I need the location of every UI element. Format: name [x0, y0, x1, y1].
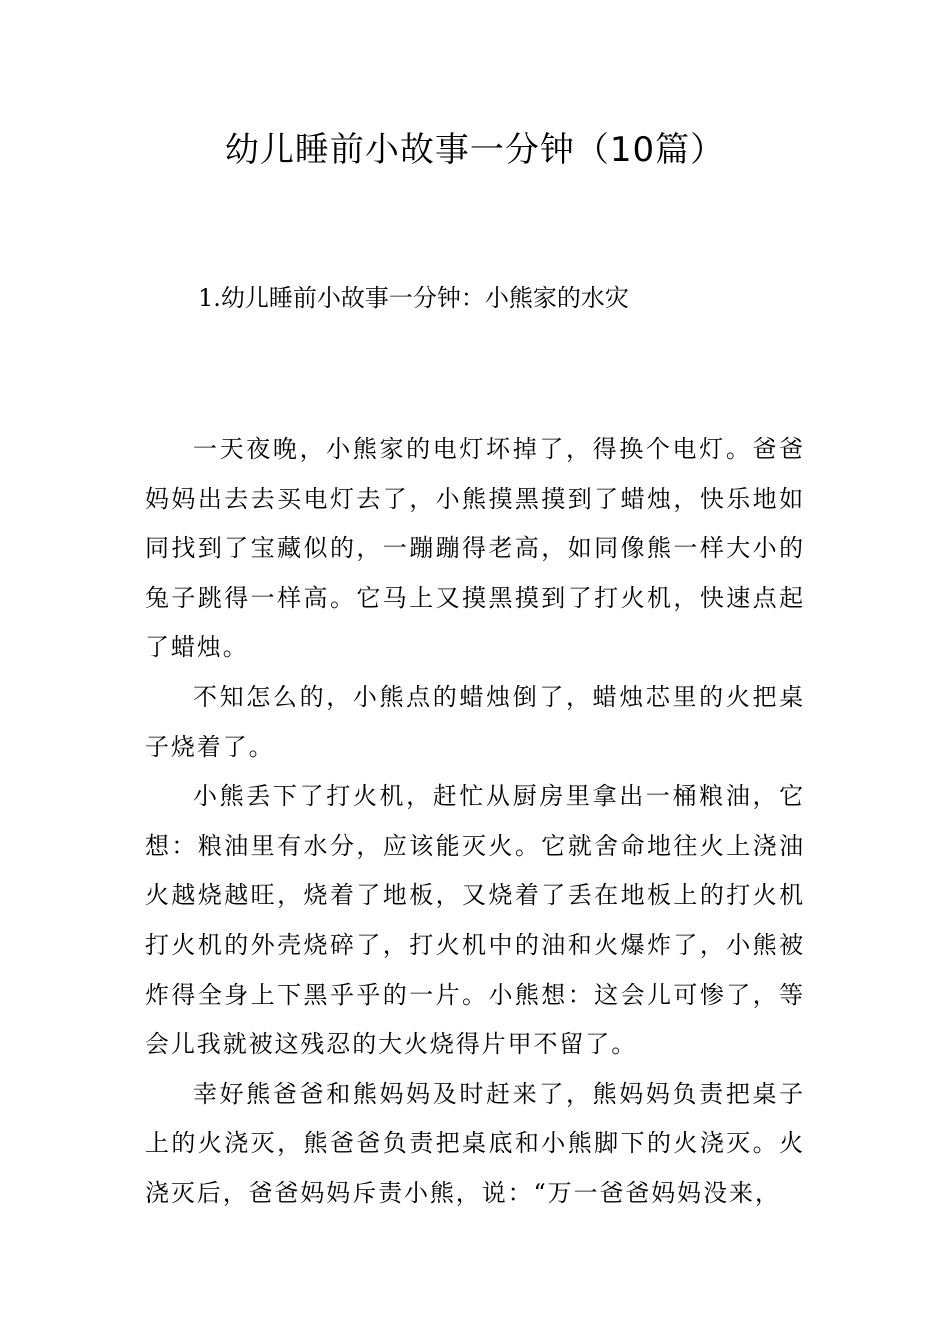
- document-title: 幼儿睡前小故事一分钟（10篇）: [224, 130, 726, 170]
- story-paragraph: 一天夜晚，小熊家的电灯坏掉了，得换个电灯。爸爸妈妈出去去买电灯去了，小熊摸黑摸到了蜡烛，快乐地如同找到了宝藏似的，一蹦蹦得老高，如同像熊一样大小的兔子跳得一样高。它马上又摸黑摸到了打火机，快速点起了蜡烛。: [145, 435, 805, 662]
- story-heading: 1.幼儿睡前小故事一分钟：小熊家的水灾: [198, 284, 629, 312]
- story-paragraph: 幸好熊爸爸和熊妈妈及时赶来了，熊妈妈负责把桌子上的火浇灭，熊爸爸负责把桌底和小熊脚下的火浇灭。火浇灭后，爸爸妈妈斥责小熊，说：“万一爸爸妈妈没来，: [145, 1079, 805, 1207]
- story-paragraph: 小熊丢下了打火机，赶忙从厨房里拿出一桶粮油，它想：粮油里有水分，应该能灭火。它就舍命地往火上浇油火越烧越旺，烧着了地板，又烧着了丢在地板上的打火机打火机的外壳烧碎了，打火机中的油和火爆炸了，小熊被炸得全身上下黑乎乎的一片。小熊想：这会儿可惨了，等会儿我就被这残忍的大火烧得片甲不留了。: [145, 782, 805, 1059]
- story-paragraph: 不知怎么的，小熊点的蜡烛倒了，蜡烛芯里的火把桌子烧着了。: [145, 682, 805, 761]
- story-body: [145, 425, 805, 1219]
